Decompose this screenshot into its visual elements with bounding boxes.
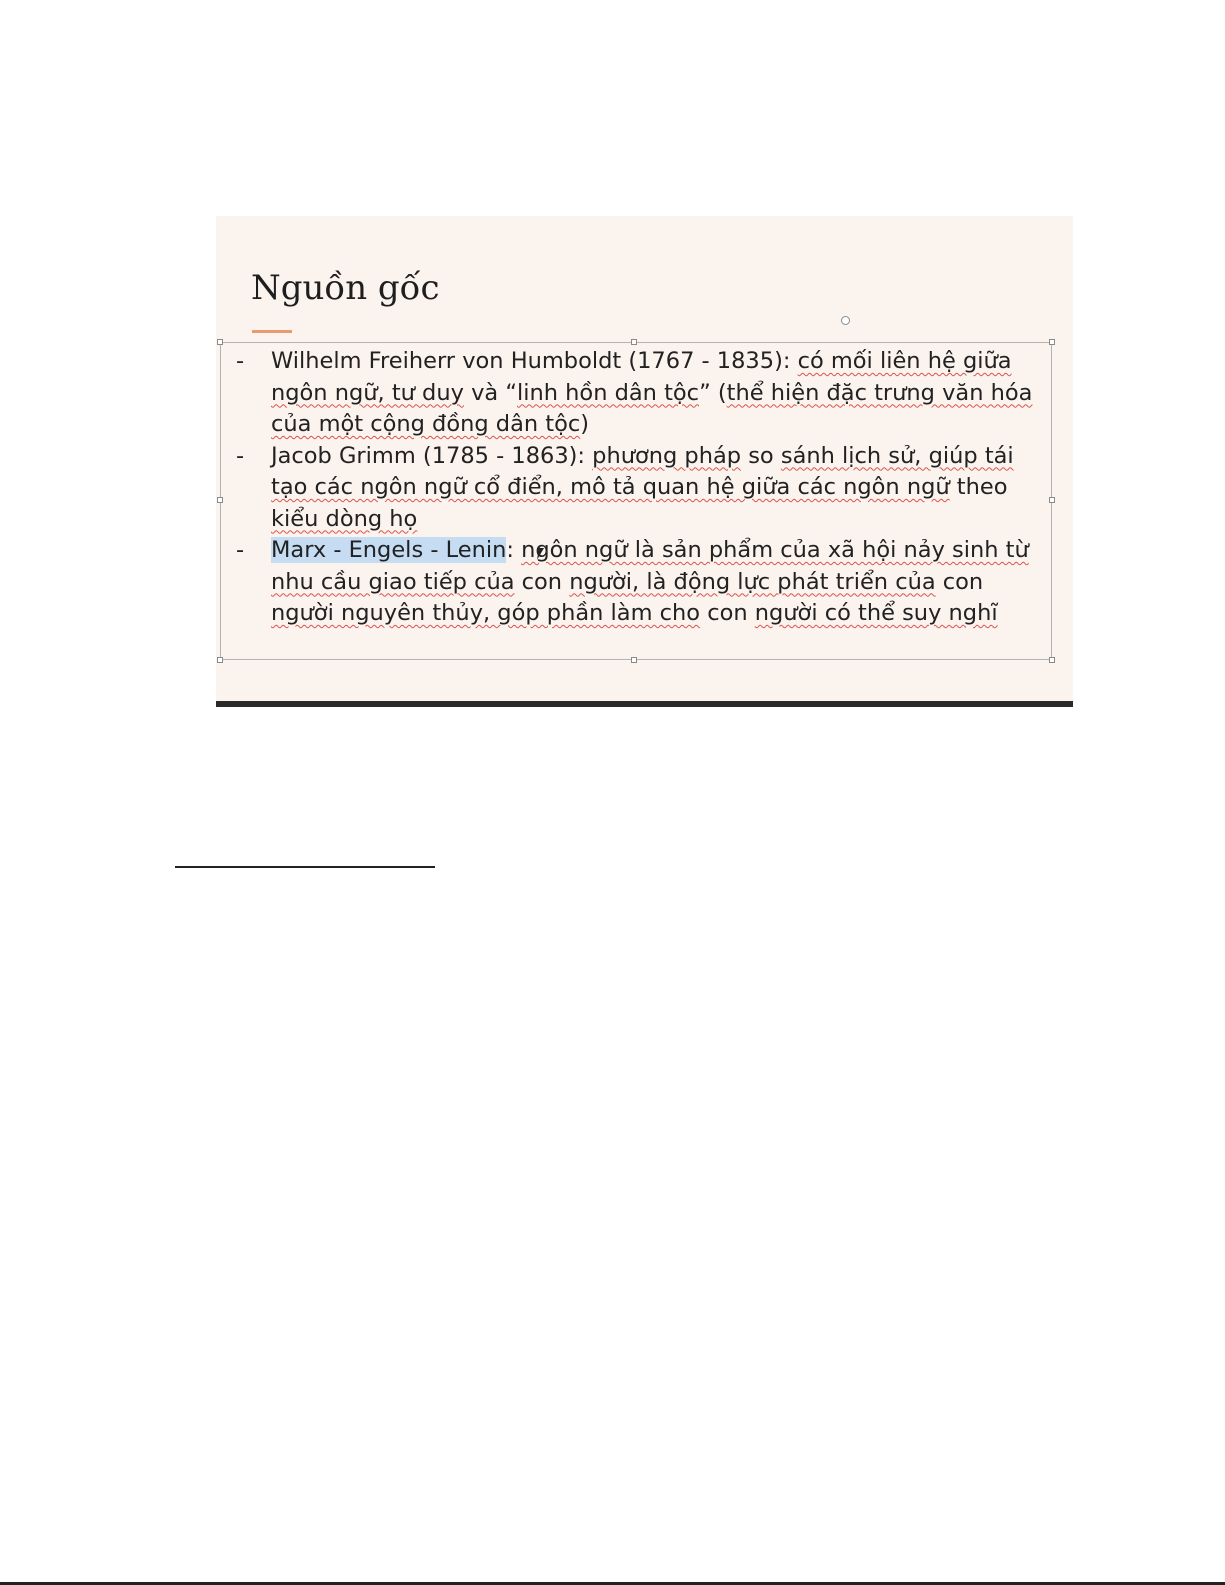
spellcheck-flagged-text: sánh lịch sử, giúp tái tạo các ngôn ngữ cổ điển, mô tả quan hệ giữa các ngôn ngữ xyxy=(271,442,1014,500)
spellcheck-flagged-text: linh hồn dân tộc xyxy=(517,379,700,406)
bullet-text: ) xyxy=(580,411,590,437)
spellcheck-flagged-text: phương pháp xyxy=(592,442,742,469)
spellcheck-flagged-text: người có thể suy nghĩ xyxy=(754,600,998,626)
bullet-text: con xyxy=(700,600,755,626)
bullet-text: ” ( xyxy=(699,379,727,406)
spellcheck-flagged-text: có mối liên hệ giữa ngôn ngữ, tư duy xyxy=(271,348,1012,406)
spellcheck-flagged-text: ngôn ngữ là sản phẩm của xã hội nảy sinh từ nhu cầu giao tiếp của xyxy=(271,537,1029,595)
spellcheck-flagged-text: người, là động lực phát triển của xyxy=(569,568,936,595)
bullet-item xyxy=(234,441,1034,536)
slide-bottom-bar xyxy=(216,701,1073,707)
bullet-text: con xyxy=(935,568,984,595)
resize-handle-right[interactable] xyxy=(1049,497,1055,503)
rotate-handle-icon[interactable] xyxy=(841,316,850,325)
resize-handle-top-left[interactable] xyxy=(217,339,223,345)
bullet-text: : xyxy=(506,537,522,563)
bullet-list[interactable] xyxy=(234,346,1034,630)
bullet-dash: - xyxy=(236,348,245,374)
bullet-item xyxy=(234,535,1034,630)
resize-handle-top-right[interactable] xyxy=(1049,339,1055,345)
resize-handle-left[interactable] xyxy=(217,497,223,503)
resize-handle-bottom-right[interactable] xyxy=(1049,657,1055,663)
bullet-text: theo xyxy=(949,474,1008,500)
bullet-text: Jacob Grimm (1785 - 1863): xyxy=(271,442,593,469)
slide-title: Nguồn gốc xyxy=(251,268,440,308)
bullet-item xyxy=(234,346,1034,441)
spellcheck-flagged-text: thể hiện đặc trưng văn hóa của một cộng đồng dân tộc xyxy=(271,379,1033,437)
resize-handle-bottom[interactable] xyxy=(631,657,637,663)
bullet-dash: - xyxy=(236,442,245,469)
bullet-text: Wilhelm Freiherr von Humboldt (1767 - 1835): xyxy=(271,348,798,374)
bullet-text: và “ xyxy=(463,379,517,406)
resize-handle-bottom-left[interactable] xyxy=(217,657,223,663)
title-accent-line xyxy=(252,330,292,333)
spellcheck-flagged-text: người nguyên thủy, góp phần làm cho xyxy=(271,600,701,626)
resize-handle-top[interactable] xyxy=(631,339,637,345)
mouse-cursor-icon xyxy=(537,548,549,560)
selected-text: Marx - Engels - Lenin xyxy=(271,537,507,563)
bullet-dash: - xyxy=(236,537,245,563)
footnote-separator xyxy=(175,866,435,868)
slide-thumbnail xyxy=(216,216,1073,707)
spellcheck-flagged-text: kiểu dòng họ xyxy=(271,505,418,532)
bullet-text: so xyxy=(741,442,781,469)
bullet-text: con xyxy=(514,568,570,595)
